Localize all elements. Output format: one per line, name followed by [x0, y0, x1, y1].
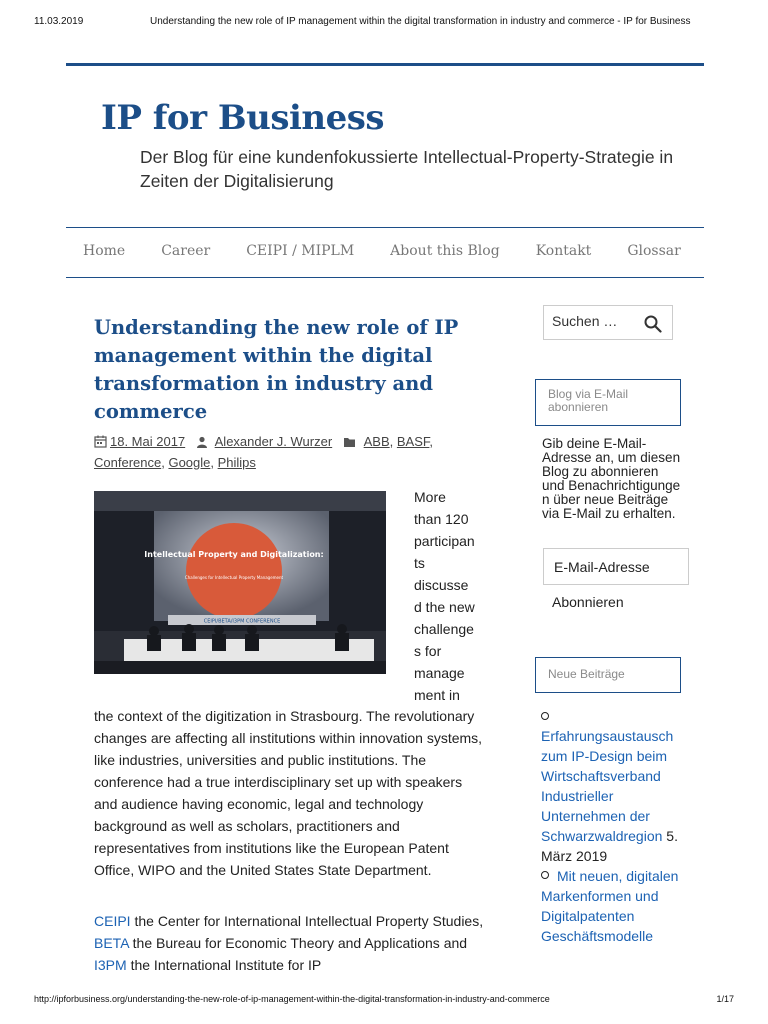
wrapped-line: participan: [414, 533, 475, 549]
bullet-icon: [541, 871, 549, 879]
email-field[interactable]: [543, 548, 689, 585]
nav-rule-top: [66, 227, 704, 228]
nav-rule-bottom: [66, 277, 704, 278]
calendar-icon: [94, 434, 107, 453]
category-philips[interactable]: Philips: [217, 455, 256, 470]
site-title[interactable]: IP for Business: [101, 98, 385, 138]
screen-subtitle-text: Challenges for Intellectual Property Management: [184, 575, 284, 580]
search-box: [543, 305, 673, 340]
category-basf[interactable]: BASF: [396, 434, 430, 449]
main-nav: [83, 243, 717, 259]
top-rule: [66, 63, 704, 66]
wrapped-line: ts: [414, 555, 425, 571]
wrapped-line: challenge: [414, 621, 474, 637]
post-date-link[interactable]: 18. Mai 2017: [110, 434, 186, 449]
recent-post-link[interactable]: Mit neuen, digitalen Markenformen und Digitalpatenten Geschäftsmodelle: [541, 868, 679, 944]
i3pm-link[interactable]: I3PM: [94, 957, 127, 973]
screen-red-circle: [186, 523, 282, 619]
list-item: [541, 866, 681, 946]
nav-ceipi[interactable]: CEIPI / MIPLM: [246, 243, 355, 259]
nav-about[interactable]: About this Blog: [390, 243, 500, 259]
beta-link[interactable]: BETA: [94, 935, 129, 951]
nav-glossar[interactable]: Glossar: [627, 243, 681, 259]
print-title: Understanding the new role of IP management within the digital transformation in industry and commerce - IP for Business: [150, 16, 691, 27]
nav-home[interactable]: Home: [83, 243, 126, 259]
wrapped-line: More: [414, 489, 446, 505]
print-date: 11.03.2019: [34, 16, 84, 27]
conference-photo[interactable]: [94, 491, 386, 674]
email-widget-description: Gib deine E-Mail-Adresse an, um diesen Blog zu abonnieren und Benachrichtigunge n über neue Beiträge via E-Mail zu erhalten.: [542, 436, 681, 521]
post-title[interactable]: Understanding the new role of IP management within the digital transformation in industry and commerce: [94, 316, 459, 423]
screen-title-text: Intellectual Property and Digitalization:: [144, 550, 324, 559]
user-icon: [196, 434, 208, 453]
bullet-icon: [541, 712, 549, 720]
recent-post-link[interactable]: Erfahrungsaustausch zum IP-Design beim Wirtschaftsverband Industrieller Unternehmen der Schwarzwaldregion: [541, 728, 674, 844]
nav-career[interactable]: Career: [161, 243, 211, 259]
category-abb[interactable]: ABB: [363, 434, 390, 449]
wrapped-line: ment in: [414, 687, 460, 703]
page-number: 1/17: [716, 994, 734, 1004]
wrapped-line: s for: [414, 643, 442, 659]
conference-photo-illustration: [94, 491, 386, 674]
nav-kontakt[interactable]: Kontakt: [535, 243, 592, 259]
recent-posts-title: Neue Beiträge: [535, 657, 681, 693]
search-icon[interactable]: [644, 315, 662, 338]
paragraph-text: the International Institute for IP: [126, 957, 322, 973]
recent-posts-list: [541, 707, 681, 946]
subscribe-button[interactable]: Abonnieren: [552, 594, 624, 610]
paragraph-text: the Bureau for Economic Theory and Applications and: [128, 935, 468, 951]
category-conference[interactable]: Conference: [94, 455, 162, 470]
post-meta: 18. Mai 2017 Alexander J. Wurzer ABB, BASF, Conference, Google, Philips: [94, 434, 434, 470]
print-url: http://ipforbusiness.org/understanding-the-new-role-of-ip-management-within-the-digital-transformation-in-industry-and-commerce: [34, 994, 550, 1004]
folder-icon: [343, 434, 357, 453]
post-intro-wrapped: [414, 486, 486, 706]
post-paragraph-2: [94, 910, 486, 976]
wrapped-line: d the new: [414, 599, 475, 615]
search-input[interactable]: [552, 313, 640, 329]
ceipi-link[interactable]: CEIPI: [94, 913, 131, 929]
post-author-link[interactable]: Alexander J. Wurzer: [214, 434, 333, 449]
wrapped-line: than 120: [414, 511, 469, 527]
paragraph-text: the Center for International Intellectual Property Studies,: [130, 913, 484, 929]
wrapped-line: manage: [414, 665, 465, 681]
screen-banner-text: CEIPI/BETA/I3PM CONFERENCE: [203, 618, 281, 625]
post-paragraph-1: the context of the digitization in Strasbourg. The revolutionary changes are affecting all institutions within innovation systems, like industries, universities and public institutions. The conference had a true interdisciplinary set up with speakers and audience having economic, legal and technology background as well as scholars, practitioners and representatives from institutions like the European Patent Office, WIPO and the United States State Department.: [94, 708, 483, 878]
list-item: [541, 712, 681, 866]
email-widget-title: Blog via E-Mail abonnieren: [535, 379, 681, 426]
category-google[interactable]: Google: [168, 455, 211, 470]
site-description: Der Blog für eine kundenfokussierte Intellectual-Property-Strategie in Zeiten der Digitalisierung: [140, 147, 674, 191]
wrapped-line: discusse: [414, 577, 469, 593]
recent-post-date: 5. März 2019: [541, 828, 678, 864]
